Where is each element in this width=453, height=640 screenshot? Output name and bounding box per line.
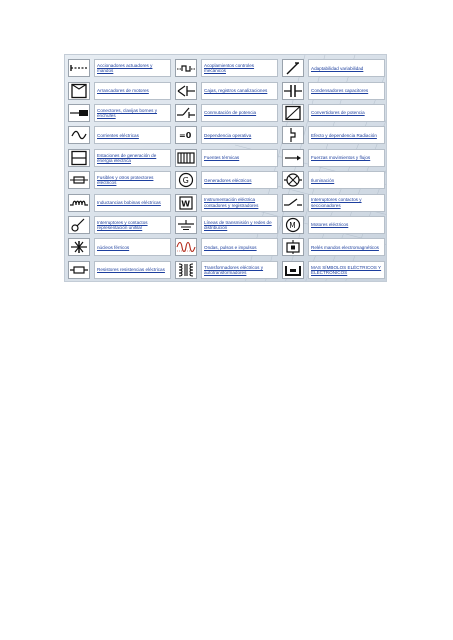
symbol-link-text: Dependencia operativa	[204, 132, 252, 138]
symbol-link[interactable]	[94, 126, 171, 144]
symbol-link[interactable]	[201, 171, 278, 189]
symbols-grid	[66, 57, 387, 281]
symbol-entry	[66, 191, 173, 213]
symbol-entry	[280, 236, 387, 258]
symbol-entry	[280, 259, 387, 281]
symbol-link[interactable]	[308, 194, 385, 212]
symbol-entry	[280, 214, 387, 236]
svg-text:G: G	[182, 176, 189, 186]
coupling-icon	[175, 59, 197, 77]
symbol-link-text: Transformadores eléctricos y autotransformadores	[204, 264, 264, 275]
motor-starter-icon	[68, 82, 90, 100]
symbol-entry	[66, 169, 173, 191]
transmission-line-icon	[175, 216, 197, 234]
symbol-link[interactable]	[308, 216, 385, 234]
force-arrow-icon	[282, 149, 304, 167]
svg-text:M: M	[289, 220, 296, 230]
symbol-link[interactable]	[308, 238, 385, 256]
symbol-entry	[66, 102, 173, 124]
symbol-link[interactable]	[201, 126, 278, 144]
symbol-link[interactable]	[94, 104, 171, 122]
symbol-entry	[280, 102, 387, 124]
symbol-link[interactable]	[201, 59, 278, 77]
symbol-entry	[66, 57, 173, 79]
transformer-icon	[175, 261, 197, 279]
symbol-link-text: Interruptores contactos y seccionadores	[311, 197, 362, 208]
symbol-entry	[173, 79, 280, 101]
symbol-link-text: Condensadores capacitores	[311, 87, 369, 93]
symbol-link[interactable]	[308, 104, 385, 122]
symbol-link-text: Relés mandos electromagnéticos	[311, 244, 379, 250]
symbols-panel	[64, 54, 387, 282]
generation-station-icon	[68, 149, 90, 167]
symbol-link-text: Convertidores de potencia	[311, 110, 365, 116]
symbol-entry	[66, 124, 173, 146]
symbol-link-text: Motores eléctricos	[311, 222, 349, 228]
symbol-entry	[66, 147, 173, 169]
switch-contact-icon	[282, 194, 304, 212]
symbol-entry	[280, 191, 387, 213]
symbol-entry	[66, 214, 173, 236]
wave-pulse-icon	[175, 238, 197, 256]
symbol-entry	[173, 124, 280, 146]
symbol-link-text: Accionadores actuadores y mandos	[97, 62, 153, 74]
thermal-source-icon	[175, 149, 197, 167]
symbol-link[interactable]	[94, 194, 171, 212]
symbol-entry	[66, 236, 173, 258]
dashed-actuator-icon	[68, 59, 90, 77]
symbol-link-text: Conectores, clavijas bornes y enchufes	[97, 107, 158, 118]
symbol-link-text: Generadores eléctricos	[204, 177, 252, 183]
symbol-link-text: Cajas, registros canalizaciones	[204, 87, 268, 93]
symbol-link[interactable]	[94, 59, 171, 77]
symbol-link[interactable]	[94, 261, 171, 279]
symbol-link[interactable]	[94, 149, 171, 167]
symbol-link[interactable]	[308, 149, 385, 167]
svg-text:W: W	[181, 199, 191, 209]
symbol-link-text: Resistores resistencias eléctricas	[97, 267, 165, 273]
symbol-link[interactable]	[308, 82, 385, 100]
symbol-link[interactable]	[94, 216, 171, 234]
symbol-link[interactable]	[201, 216, 278, 234]
generator-icon	[175, 171, 197, 189]
symbol-link-text: Iluminación	[311, 177, 335, 183]
symbol-link-text: Instrumentación eléctrica contadores y registradores	[204, 197, 259, 208]
symbol-entry	[280, 169, 387, 191]
resistor-icon	[68, 261, 90, 279]
symbol-entry	[173, 191, 280, 213]
symbol-entry	[173, 102, 280, 124]
connector-plug-icon	[68, 104, 90, 122]
symbol-link[interactable]	[201, 82, 278, 100]
relay-icon	[282, 238, 304, 256]
symbol-link-text: núcleos férricos	[97, 244, 130, 250]
variable-arrow-icon	[282, 59, 304, 77]
motor-icon	[282, 216, 304, 234]
capacitor-icon	[282, 82, 304, 100]
symbol-link-text: Adaptabilidad variabilidad	[311, 65, 364, 71]
radiation-effect-icon	[282, 126, 304, 144]
symbol-link[interactable]	[94, 238, 171, 256]
symbol-link[interactable]	[94, 82, 171, 100]
lamp-icon	[282, 171, 304, 189]
symbol-entry	[280, 147, 387, 169]
symbol-link[interactable]	[308, 171, 385, 189]
symbol-entry	[173, 236, 280, 258]
single-line-switch-icon	[68, 216, 90, 234]
symbol-link-text: MAS SÍMBOLOS ELÉCTRICOS Y ELECTRÓNICOS	[311, 264, 382, 275]
symbol-link-text: Arrancadores de motores	[97, 87, 149, 93]
symbol-entry	[280, 124, 387, 146]
symbol-entry	[66, 79, 173, 101]
symbol-link-text: Estaciones de generación de energía eléctrica	[97, 152, 157, 163]
svg-text:=0: =0	[179, 131, 192, 141]
symbol-link-text: Fuentes térmicas	[204, 155, 240, 161]
symbol-link[interactable]	[308, 126, 385, 144]
junction-box-icon	[175, 82, 197, 100]
symbol-entry	[173, 214, 280, 236]
symbol-link-text: Efecto y dependencia Radiación	[311, 132, 377, 138]
symbol-entry	[173, 169, 280, 191]
symbol-link[interactable]	[201, 261, 278, 279]
symbol-entry	[173, 147, 280, 169]
symbol-link[interactable]	[201, 104, 278, 122]
symbol-link[interactable]	[94, 171, 171, 189]
symbol-entry	[66, 259, 173, 281]
symbol-link[interactable]	[201, 194, 278, 212]
symbol-link[interactable]	[308, 59, 385, 77]
symbol-link-text: Corrientes eléctricas	[97, 132, 139, 138]
symbol-link-text: Conmutación de potencia	[204, 110, 257, 116]
symbol-entry	[173, 259, 280, 281]
symbol-link[interactable]	[201, 149, 278, 167]
symbol-link-text: Interruptores y contactos representación unifilar	[97, 219, 148, 230]
fuse-icon	[68, 171, 90, 189]
symbol-link-text: Inductancias bobinas eléctricas	[97, 199, 161, 205]
symbol-link-text: Ondas, pulsos e impulsos	[204, 244, 257, 250]
symbol-link[interactable]	[201, 238, 278, 256]
symbol-entry	[280, 57, 387, 79]
ferric-core-icon	[68, 238, 90, 256]
more-symbols-icon	[282, 261, 304, 279]
symbol-link-text: Acoplamientos controles mecánicos	[204, 62, 255, 74]
symbol-link-text: Fusibles y otros protectores eléctricos	[97, 174, 154, 186]
converter-icon	[282, 104, 304, 122]
dependency-icon	[175, 126, 197, 144]
symbol-link-text: Fuerzas movimientos y flujos	[311, 155, 371, 161]
ac-current-icon	[68, 126, 90, 144]
wattmeter-icon	[175, 194, 197, 212]
symbol-entry	[173, 57, 280, 79]
power-switch-icon	[175, 104, 197, 122]
inductor-coil-icon	[68, 194, 90, 212]
symbol-entry	[280, 79, 387, 101]
symbol-link-text: Líneas de transmisión y redes de distribución	[204, 219, 272, 230]
symbol-link[interactable]	[308, 261, 385, 279]
